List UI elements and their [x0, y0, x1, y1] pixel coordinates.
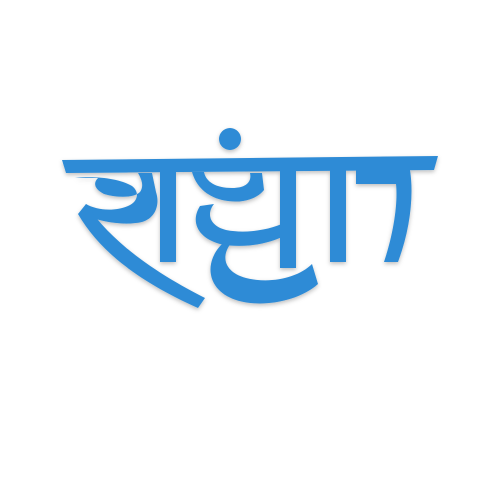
logo-anusvara-dot: [219, 128, 241, 150]
logo-letter-jna: [192, 172, 264, 202]
logo-matra-aa: [330, 170, 346, 262]
